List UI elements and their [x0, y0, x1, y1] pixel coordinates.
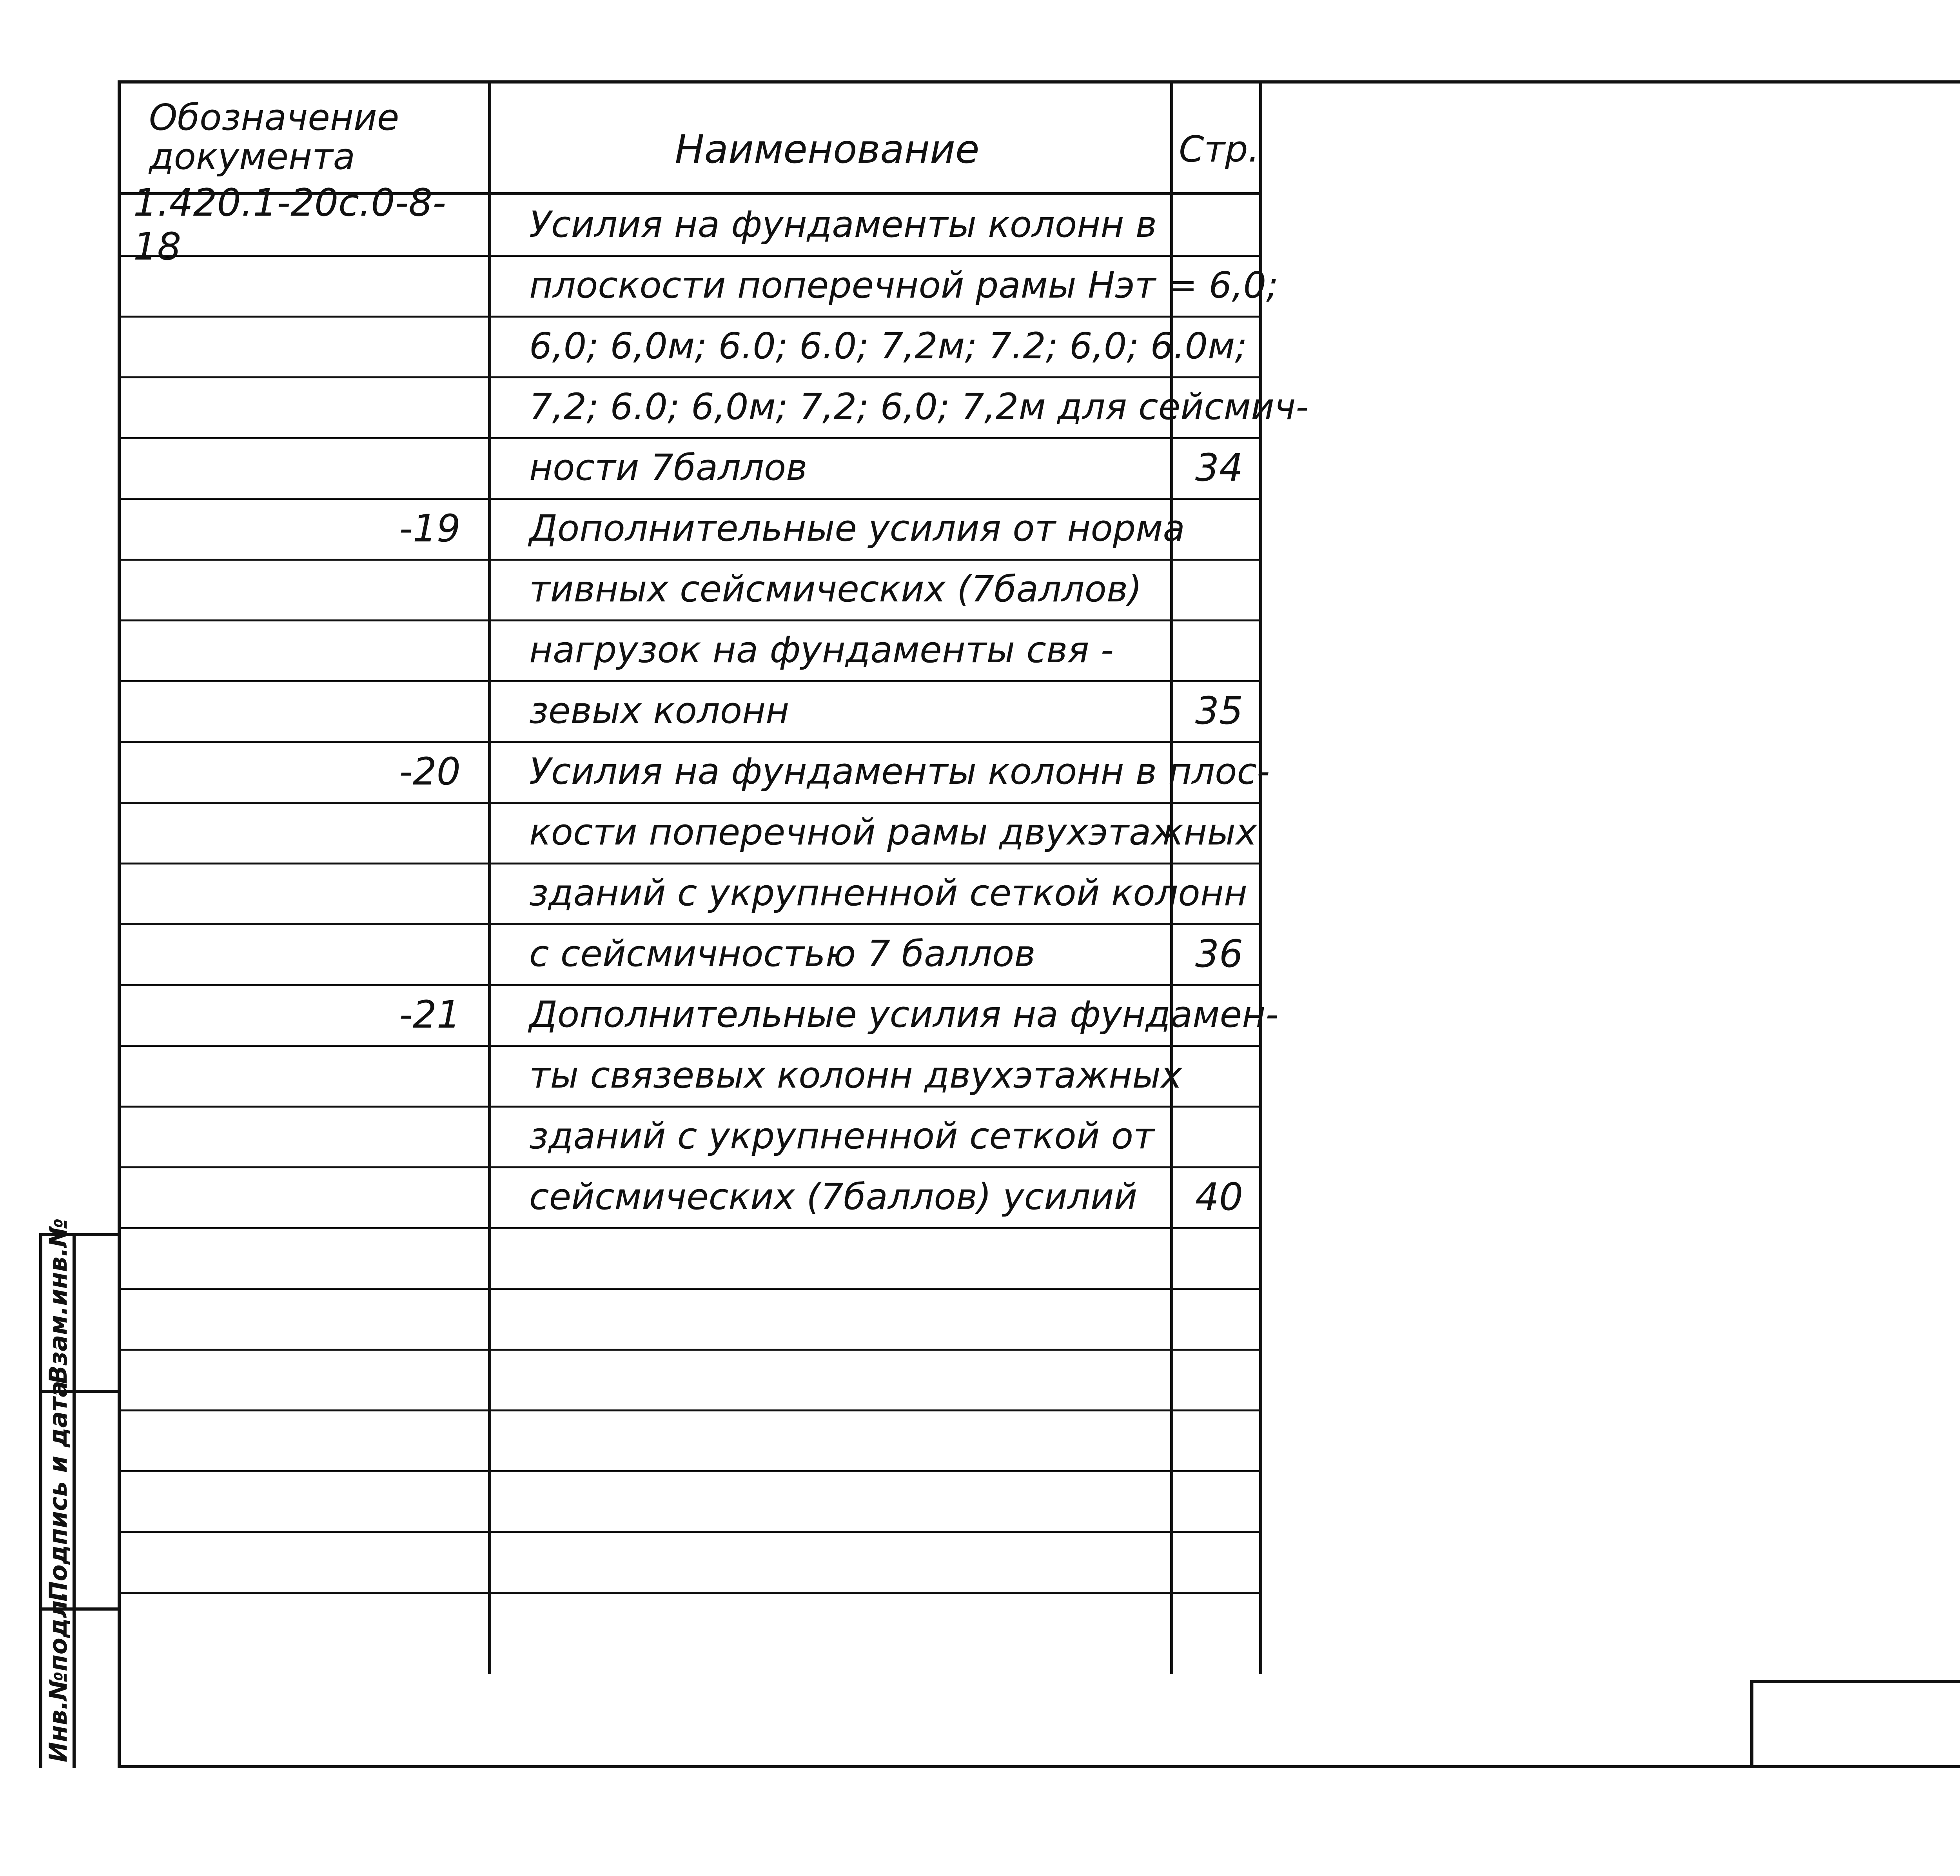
row-name: сейсмических (7баллов) усилий — [529, 1176, 1138, 1218]
row-name: Усилия на фундаменты колонн в плос- — [529, 750, 1270, 792]
table-row — [118, 1106, 1262, 1166]
row-code — [118, 1227, 472, 1288]
header-name: Наименование — [675, 126, 980, 172]
row-code — [118, 1288, 472, 1349]
table-row — [118, 741, 1270, 802]
table-row — [118, 1045, 1262, 1106]
row-page — [1176, 316, 1262, 376]
table-row — [118, 984, 1279, 1045]
row-page — [1176, 559, 1262, 619]
table-row — [118, 1409, 1262, 1470]
stamp-inv-podl: Инв.№подл. — [44, 1591, 73, 1762]
row-page — [1176, 741, 1262, 802]
table-row — [118, 376, 1309, 437]
row-name — [529, 1409, 1219, 1470]
row-page — [1176, 802, 1262, 863]
row-name — [529, 1288, 1219, 1349]
row-code: -21 — [399, 992, 461, 1037]
row-name: тивных сейсмических (7баллов) — [529, 568, 1142, 610]
row-page — [1176, 984, 1262, 1045]
row-code — [118, 255, 472, 316]
table-row — [118, 1470, 1262, 1531]
row-code — [118, 1106, 472, 1166]
table-row — [118, 1349, 1262, 1409]
row-page — [1176, 1409, 1262, 1470]
table-row — [118, 316, 1262, 376]
row-page — [1176, 1227, 1262, 1288]
row-page: 40 — [1195, 1175, 1243, 1219]
row-page — [1176, 863, 1262, 923]
contents-table — [118, 82, 1309, 1674]
row-code: -19 — [399, 506, 461, 550]
row-name: Усилия на фундаменты колонн в — [529, 203, 1157, 245]
title-block-top — [1750, 1680, 1960, 1683]
table-row — [118, 680, 1262, 741]
row-code — [118, 1045, 472, 1106]
row-code — [118, 437, 472, 498]
table-row — [118, 863, 1262, 923]
table-row — [118, 1531, 1262, 1592]
row-page: 34 — [1195, 445, 1243, 490]
stamp-podpis-data: Подпись и дата — [44, 1380, 73, 1602]
row-name: кости поперечной рамы двухэтажных — [529, 811, 1257, 853]
row-code — [118, 1531, 472, 1592]
row-code — [118, 559, 472, 619]
row-name — [529, 1470, 1219, 1531]
row-divider — [118, 1592, 1262, 1594]
row-name: зданий с укрупненной сеткой от — [529, 1115, 1154, 1157]
row-name: 6,0; 6,0м; 6.0; 6.0; 7,2м; 7.2; 6,0; 6.0м; — [529, 325, 1247, 367]
row-page — [1176, 1045, 1262, 1106]
row-code — [118, 1349, 472, 1409]
row-page — [1176, 255, 1262, 316]
row-code — [118, 316, 472, 376]
row-name: 7,2; 6.0; 6,0м; 7,2; 6,0; 7,2м для сейсмич- — [529, 386, 1309, 428]
row-page — [1176, 1470, 1262, 1531]
row-code: -20 — [399, 749, 461, 794]
table-row — [118, 1227, 1262, 1288]
row-name: ты связевых колонн двухэтажных — [529, 1054, 1182, 1096]
header-code: Обозначение документа — [149, 96, 399, 178]
row-code — [118, 1470, 472, 1531]
stamp-inner-line — [73, 1233, 76, 1768]
row-code — [118, 376, 472, 437]
stamp-vzam-inv: Взам.инв.№ — [44, 1218, 73, 1384]
row-page — [1176, 498, 1262, 559]
table-row — [118, 1166, 1262, 1227]
row-page: 35 — [1195, 688, 1243, 733]
row-code — [118, 680, 472, 741]
header-page: Стр. — [1179, 128, 1259, 170]
row-name: с сейсмичностью 7 баллов — [529, 933, 1036, 975]
table-row — [118, 498, 1262, 559]
title-block-left — [1750, 1680, 1753, 1768]
row-code: 1.420.1-20с.0-8-18 — [133, 180, 446, 269]
row-page: 36 — [1195, 932, 1243, 976]
row-name: нагрузок на фундаменты свя - — [529, 629, 1114, 671]
row-page — [1176, 1531, 1262, 1592]
row-name — [529, 1531, 1219, 1592]
row-code — [118, 863, 472, 923]
table-row — [118, 619, 1262, 680]
stamp-outer-left — [39, 1233, 42, 1768]
table-row — [118, 1288, 1262, 1349]
row-name: ности 7баллов — [529, 447, 808, 489]
table-row — [118, 255, 1279, 316]
table-row — [118, 923, 1262, 984]
table-row — [118, 437, 1262, 498]
row-name: Дополнительные усилия на фундамен- — [529, 993, 1279, 1035]
row-name — [529, 1227, 1219, 1288]
row-code — [118, 802, 472, 863]
table-row — [118, 180, 1262, 269]
row-page — [1176, 376, 1262, 437]
row-page — [1176, 1349, 1262, 1409]
table-row — [118, 559, 1262, 619]
row-name: зданий с укрупненной сеткой колонн — [529, 872, 1248, 914]
row-code — [118, 619, 472, 680]
row-name — [529, 1349, 1219, 1409]
row-page — [1176, 1106, 1262, 1166]
row-page — [1176, 619, 1262, 680]
row-page — [1176, 1288, 1262, 1349]
row-code — [118, 1409, 472, 1470]
frame-bottom — [118, 1765, 1960, 1768]
row-name: Дополнительные усилия от норма — [529, 507, 1185, 549]
row-name: плоскости поперечной рамы Нэт = 6,0; — [529, 264, 1279, 306]
row-name: зевых колонн — [529, 690, 789, 732]
row-page — [1176, 194, 1262, 255]
row-code — [118, 923, 472, 984]
row-code — [118, 1166, 472, 1227]
table-row — [118, 802, 1262, 863]
